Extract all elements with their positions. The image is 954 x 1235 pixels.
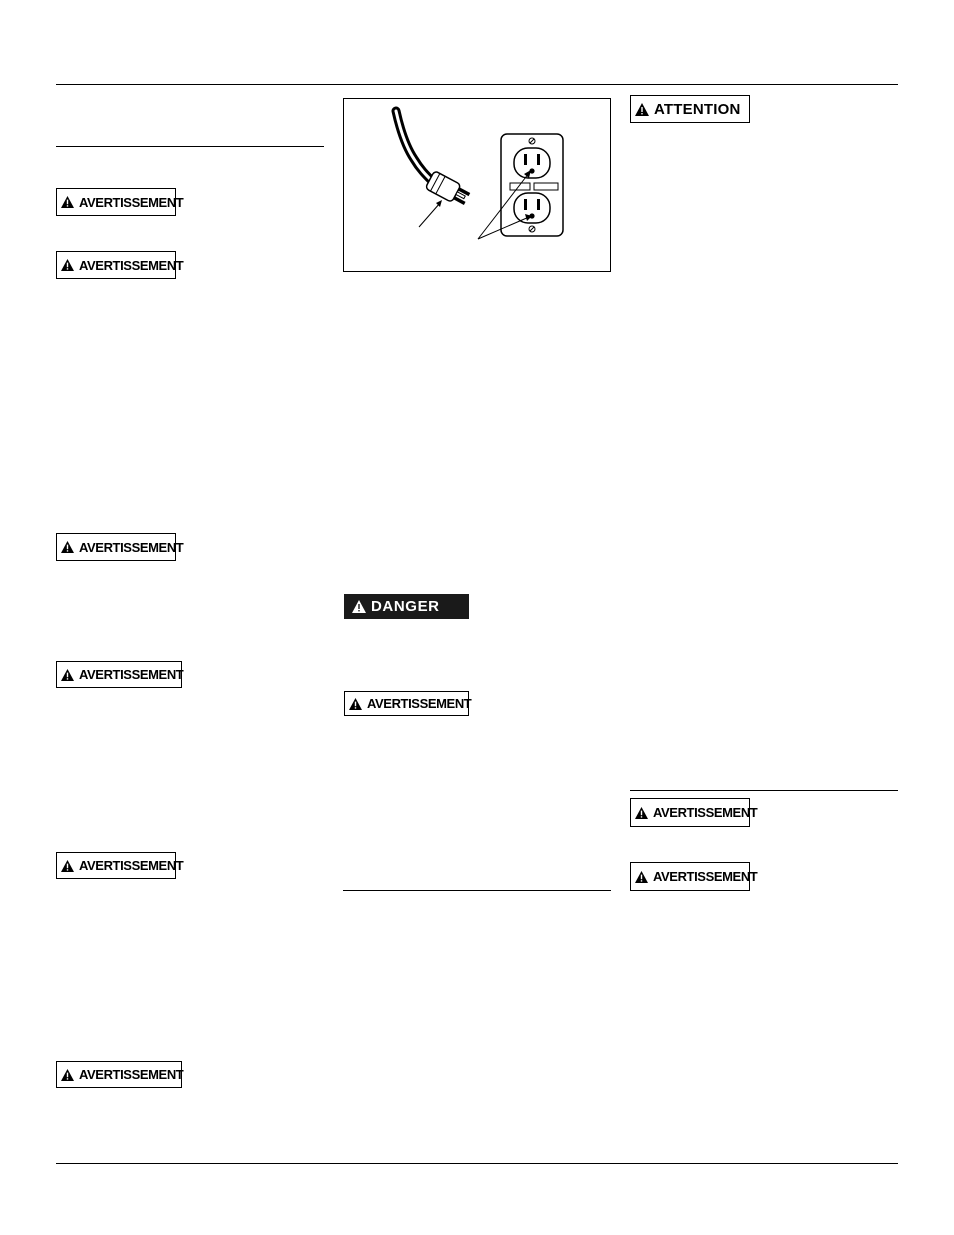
warning-label: AVERTISSEMENT	[79, 858, 184, 873]
warning-triangle-icon	[61, 196, 74, 208]
warning-triangle-icon	[61, 259, 74, 271]
warning-triangle-icon	[61, 860, 74, 872]
warning-triangle-icon	[61, 1069, 74, 1081]
header-rule	[56, 84, 898, 85]
danger-badge	[344, 594, 469, 619]
warning-label: AVERTISSEMENT	[79, 257, 184, 273]
warning-badge	[630, 862, 758, 891]
warning-badge	[56, 661, 182, 688]
plug-outlet-figure	[343, 98, 611, 272]
plug-outlet-illustration	[344, 99, 610, 271]
warning-badge	[630, 798, 758, 827]
warning-label: AVERTISSEMENT	[79, 1067, 184, 1082]
plug	[425, 171, 471, 208]
outlet	[501, 134, 563, 236]
attention-label: ATTENTION	[654, 100, 741, 118]
warning-label: AVERTISSEMENT	[79, 539, 184, 555]
warning-badge	[56, 251, 184, 279]
warning-triangle-icon	[61, 541, 74, 553]
col2-section-rule	[343, 890, 611, 891]
col1-section-rule	[56, 146, 324, 147]
attention-badge	[630, 95, 750, 123]
warning-triangle-icon	[635, 103, 649, 116]
warning-badge	[56, 188, 184, 216]
warning-triangle-icon	[349, 698, 362, 710]
warning-badge	[56, 533, 184, 561]
warning-label: AVERTISSEMENT	[653, 805, 758, 820]
warning-triangle-icon	[61, 669, 74, 681]
warning-badge	[56, 1061, 182, 1088]
warning-triangle-icon	[635, 807, 648, 819]
plug-arrow	[419, 203, 440, 227]
plug-cord	[396, 111, 432, 181]
footer-rule	[56, 1163, 898, 1164]
warning-label: AVERTISSEMENT	[79, 194, 184, 210]
warning-badge	[56, 852, 184, 879]
col3-section-rule	[630, 790, 898, 791]
danger-label: DANGER	[371, 598, 440, 615]
warning-label: AVERTISSEMENT	[653, 869, 758, 884]
warning-label: AVERTISSEMENT	[367, 696, 472, 711]
warning-badge	[344, 691, 472, 716]
warning-label: AVERTISSEMENT	[79, 667, 184, 682]
warning-triangle-icon	[352, 600, 366, 613]
warning-triangle-icon	[635, 871, 648, 883]
